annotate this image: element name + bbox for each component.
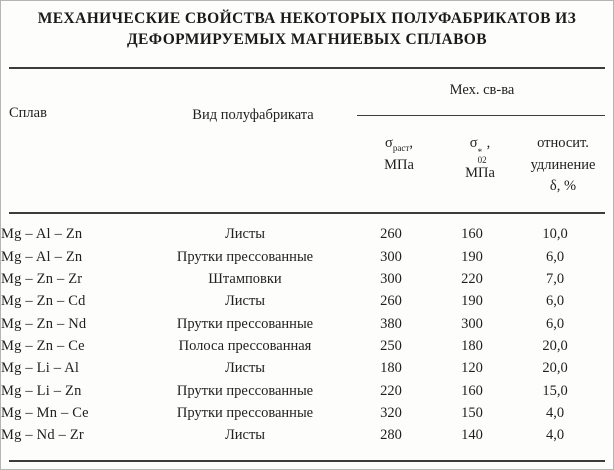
elongation-line-1: относит. — [537, 134, 589, 151]
table-row — [1, 268, 613, 290]
cell-alloy: Mg – Li – Zn — [1, 382, 82, 399]
cell-sigma-tensile: 300 — [380, 248, 402, 265]
cell-alloy: Mg – Al – Zn — [1, 226, 83, 243]
header-elongation — [519, 133, 607, 198]
table-bottom-rule — [9, 460, 605, 462]
table-row — [1, 313, 613, 335]
cell-sigma-tensile: 250 — [380, 337, 402, 354]
mech-subheaders — [357, 116, 607, 198]
title-line-2: ДЕФОРМИРУЕМЫХ МАГНИЕВЫХ СПЛАВОВ — [126, 30, 488, 48]
header-mech-group-label: Мех. св-ва — [449, 81, 515, 98]
table-row — [1, 335, 613, 357]
cell-sigma-yield: 150 — [461, 404, 483, 421]
elongation-line-3: δ, % — [549, 178, 577, 195]
cell-elongation: 4,0 — [545, 427, 565, 444]
sigma-yield-comma: , — [486, 134, 491, 151]
cell-product-type: Прутки прессованные — [176, 315, 314, 332]
cell-elongation: 6,0 — [545, 315, 565, 332]
cell-elongation: 6,0 — [545, 248, 565, 265]
cell-alloy: Mg – Zn – Ce — [1, 337, 85, 354]
cell-elongation: 10,0 — [542, 226, 568, 243]
cell-sigma-tensile: 280 — [380, 427, 402, 444]
cell-elongation: 4,0 — [545, 404, 565, 421]
sigma-tensile-subscript: раст — [392, 142, 410, 153]
cell-alloy: Mg – Zn – Cd — [1, 293, 86, 310]
cell-sigma-yield: 160 — [461, 226, 483, 243]
cell-sigma-yield: 300 — [461, 315, 483, 332]
title-line-1: МЕХАНИЧЕСКИЕ СВОЙСТВА НЕКОТОРЫХ ПОЛУФАБРИКАТОВ ИЗ — [37, 10, 577, 27]
mech-group-underline — [357, 102, 605, 116]
table-row — [1, 291, 613, 313]
header-mech-properties-group — [357, 69, 607, 212]
cell-sigma-yield: 180 — [461, 337, 483, 354]
table-row — [1, 224, 613, 246]
cell-sigma-tensile: 260 — [380, 226, 402, 243]
sigma-yield-asterisk: * — [477, 146, 483, 157]
cell-sigma-tensile: 380 — [380, 315, 402, 332]
cell-elongation: 15,0 — [542, 382, 568, 399]
cell-sigma-yield: 120 — [461, 360, 483, 377]
sigma-yield-unit: МПа — [465, 164, 495, 181]
cell-elongation: 6,0 — [545, 293, 565, 310]
table-row — [1, 380, 613, 402]
table-row — [1, 402, 613, 424]
cell-product-type: Листы — [224, 293, 266, 310]
cell-sigma-yield: 220 — [461, 271, 483, 288]
sigma-yield-scripts — [478, 148, 487, 165]
cell-sigma-tensile: 300 — [380, 271, 402, 288]
header-sigma-yield — [441, 133, 519, 198]
sigma-yield-symbol: σ — [469, 134, 478, 151]
table-row — [1, 358, 613, 380]
cell-product-type: Полоса прессованная — [178, 337, 312, 354]
sigma-tensile-comma: , — [409, 134, 413, 151]
cell-product-type: Листы — [224, 427, 266, 444]
sigma-tensile-symbol: σ — [385, 134, 393, 151]
cell-alloy: Mg – Nd – Zr — [1, 427, 84, 444]
cell-sigma-tensile: 180 — [380, 360, 402, 377]
table-row — [1, 246, 613, 268]
table-header — [9, 69, 605, 212]
table-row — [1, 425, 613, 447]
header-product-type: Вид полуфабриката — [192, 106, 314, 123]
table-body — [1, 224, 613, 447]
cell-alloy: Mg – Li – Al — [1, 360, 80, 377]
cell-product-type: Прутки прессованные — [176, 248, 314, 265]
sigma-yield-subscript: 02 — [477, 154, 487, 165]
cell-sigma-yield: 190 — [461, 248, 483, 265]
cell-elongation: 20,0 — [542, 337, 568, 354]
cell-sigma-yield: 160 — [461, 382, 483, 399]
cell-elongation: 7,0 — [545, 271, 565, 288]
cell-sigma-yield: 140 — [461, 427, 483, 444]
elongation-line-2: удлинение — [530, 156, 596, 173]
cell-sigma-tensile: 320 — [380, 404, 402, 421]
header-body-divider-rule — [9, 212, 605, 214]
cell-product-type: Прутки прессованные — [176, 404, 314, 421]
cell-alloy: Mg – Al – Zn — [1, 248, 83, 265]
cell-sigma-tensile: 220 — [380, 382, 402, 399]
cell-sigma-yield: 190 — [461, 293, 483, 310]
sigma-tensile-unit: МПа — [384, 157, 414, 174]
cell-elongation: 20,0 — [542, 360, 568, 377]
cell-sigma-tensile: 260 — [380, 293, 402, 310]
cell-alloy: Mg – Zn – Zr — [1, 271, 83, 288]
cell-product-type: Прутки прессованные — [176, 382, 314, 399]
cell-alloy: Mg – Mn – Ce — [1, 404, 89, 421]
header-alloy: Сплав — [9, 104, 47, 121]
cell-alloy: Mg – Zn – Nd — [1, 315, 87, 332]
table-title — [21, 9, 593, 51]
cell-product-type: Листы — [224, 360, 266, 377]
cell-product-type: Листы — [224, 226, 266, 243]
cell-product-type: Штамповки — [208, 271, 282, 288]
header-sigma-tensile — [357, 133, 441, 198]
